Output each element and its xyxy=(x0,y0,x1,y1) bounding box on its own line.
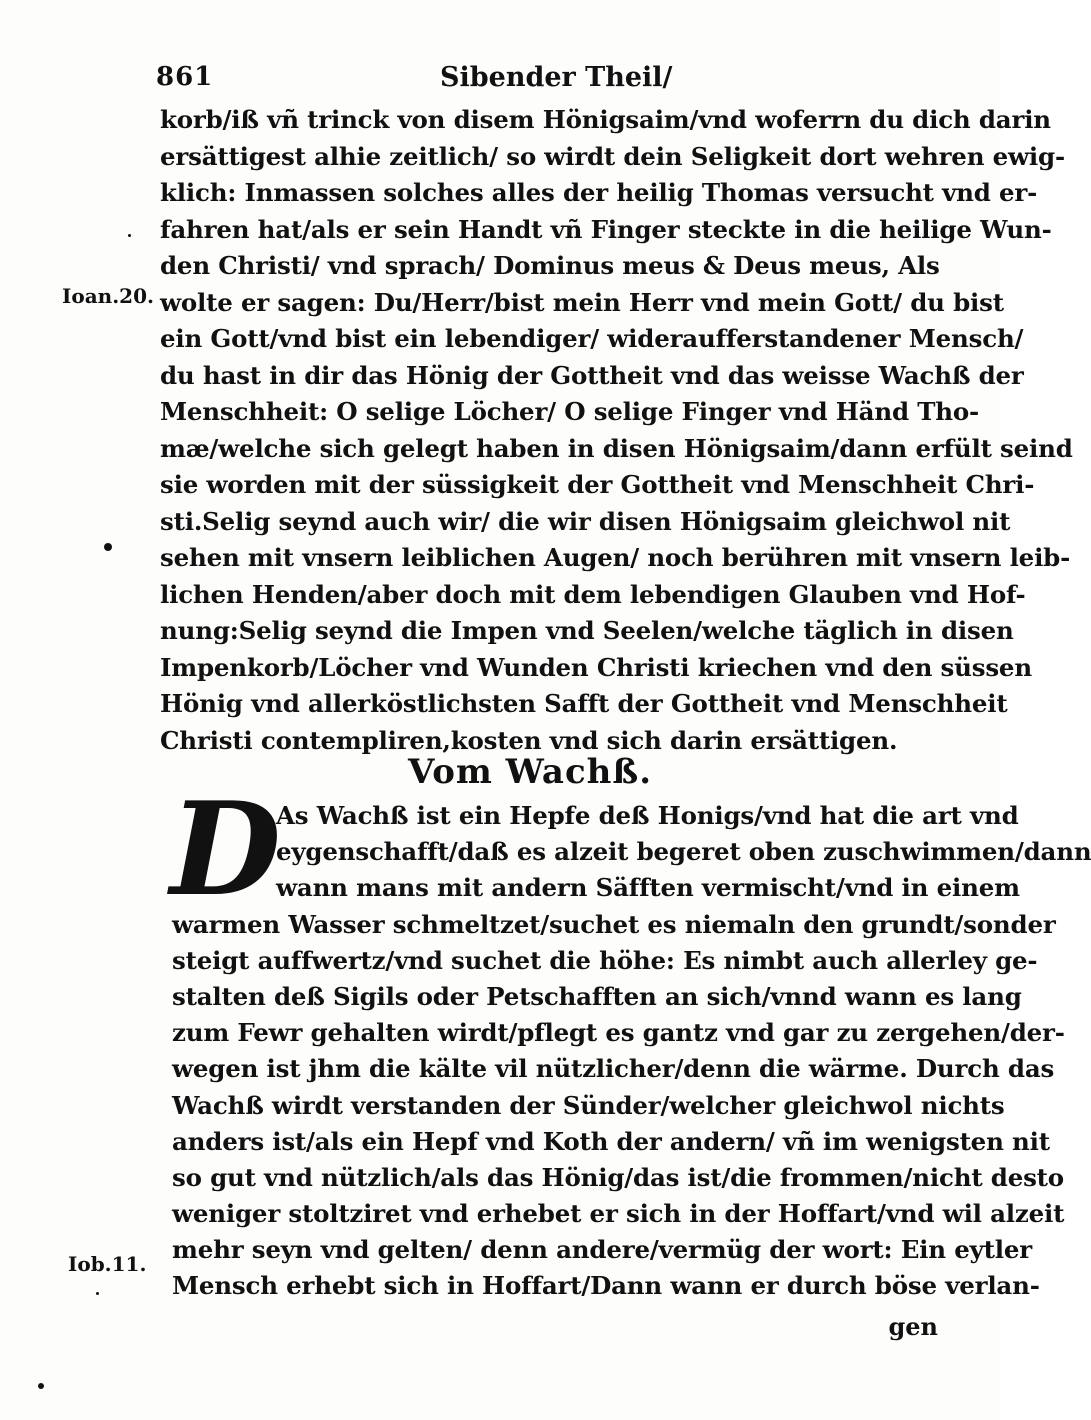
text-line: den Christi/ vnd sprach/ Dominus meus & Deus meus, Als xyxy=(160,251,940,280)
text-line: klich: Inmassen solches alles der heilig Thomas versucht vnd er- xyxy=(160,178,1038,207)
text-line: ein Gott/vnd bist ein lebendiger/ wideraufferstandener Mensch/ xyxy=(160,324,1024,353)
catchword: gen xyxy=(888,1312,938,1341)
page-number: 861 xyxy=(156,62,214,92)
section-heading: Vom Wachß. xyxy=(407,752,653,792)
text-line: Menschheit: O selige Löcher/ O selige Finger vnd Händ Tho- xyxy=(160,397,979,426)
ink-speck xyxy=(96,1292,99,1295)
page-header xyxy=(150,62,940,102)
text-line: so gut vnd nützlich/als das Hönig/das ist/die frommen/nicht desto xyxy=(172,1162,1064,1192)
text-line: wegen ist jhm die kälte vil nützlicher/denn die wärme. Durch das xyxy=(172,1054,1055,1084)
ink-speck xyxy=(128,234,131,237)
margin-note-iob: Iob.11. xyxy=(68,1252,147,1276)
text-line: sehen mit vnsern leiblichen Augen/ noch berühren mit vnsern leib- xyxy=(160,543,1071,572)
text-line: stalten deß Sigils oder Petschafften an sich/vnnd wann es lang xyxy=(172,981,1022,1011)
text-line: wolte er sagen: Du/Herr/bist mein Herr vnd mein Gott/ du bist xyxy=(160,287,1004,317)
text-line: steigt auffwertz/vnd suchet die höhe: Es nimbt auch allerley ge- xyxy=(172,945,1038,975)
text-line: ersättigest alhie zeitlich/ so wirdt dein Seligkeit dort wehren ewig- xyxy=(160,141,1065,171)
text-line: du hast in dir das Hönig der Gottheit vnd das weisse Wachß der xyxy=(160,360,1024,390)
text-line: nung:Selig seynd die Impen vnd Seelen/welche täglich in disen xyxy=(160,616,1014,645)
text-line: Impenkorb/Löcher vnd Wunden Christi kriechen vnd den süssen xyxy=(160,652,1032,682)
text-line: Christi contempliren,kosten vnd sich darin ersättigen. xyxy=(160,725,898,755)
drop-cap-initial: D xyxy=(170,775,281,925)
text-line: fahren hat/als er sein Handt vñ Finger steckte in die heilige Wun- xyxy=(160,214,1052,244)
text-line: Wachß wirdt verstanden der Sünder/welcher gleichwol nichts xyxy=(172,1090,1005,1120)
text-line: anders ist/als ein Hepf vnd Koth der andern/ vñ im wenigsten nit xyxy=(172,1126,1050,1156)
text-line: mehr seyn vnd gelten/ denn andere/vermüg der wort: Ein eytler xyxy=(172,1235,1032,1265)
text-line: zum Fewr gehalten wirdt/pflegt es gantz vnd gar zu zergehen/der- xyxy=(172,1018,1065,1048)
text-line: Mensch erhebt sich in Hoffart/Dann wann er durch böse verlan- xyxy=(172,1271,1040,1301)
text-line: mæ/welche sich gelegt haben in disen Hönigsaim/dann erfült seind xyxy=(160,433,1073,463)
text-line: korb/iß vñ trinck von disem Hönigsaim/vnd woferrn du dich darin xyxy=(160,105,1051,134)
text-line: sti.Selig seynd auch wir/ die wir disen Hönigsaim gleichwol nit xyxy=(160,506,1011,536)
text-line: lichen Henden/aber doch mit dem lebendigen Glauben vnd Hof- xyxy=(160,579,1026,609)
text-line: sie worden mit der süssigkeit der Gottheit vnd Menschheit Chri- xyxy=(160,470,1035,499)
text-line: wann mans mit andern Säfften vermischt/vnd in einem xyxy=(276,873,1020,903)
text-line: eygenschafft/daß es alzeit begeret oben zuschwimmen/dann xyxy=(276,837,1091,867)
text-line: Hönig vnd allerköstlichsten Safft der Gottheit vnd Menschheit xyxy=(160,689,1008,718)
ink-speck xyxy=(38,1383,44,1389)
text-line: weniger stoltziret vnd erhebet er sich in der Hoffart/vnd wil alzeit xyxy=(172,1199,1065,1229)
text-line: warmen Wasser schmeltzet/suchet es niemaln den grundt/sonder xyxy=(172,909,1056,939)
section-text xyxy=(170,775,1091,1305)
main-text xyxy=(160,102,1073,759)
ink-speck xyxy=(104,543,112,551)
running-head: Sibender Theil/ xyxy=(440,62,673,93)
text-line: As Wachß ist ein Hepfe deß Honigs/vnd hat die art vnd xyxy=(276,801,1019,830)
margin-note-ioan: Ioan.20. xyxy=(62,284,154,308)
